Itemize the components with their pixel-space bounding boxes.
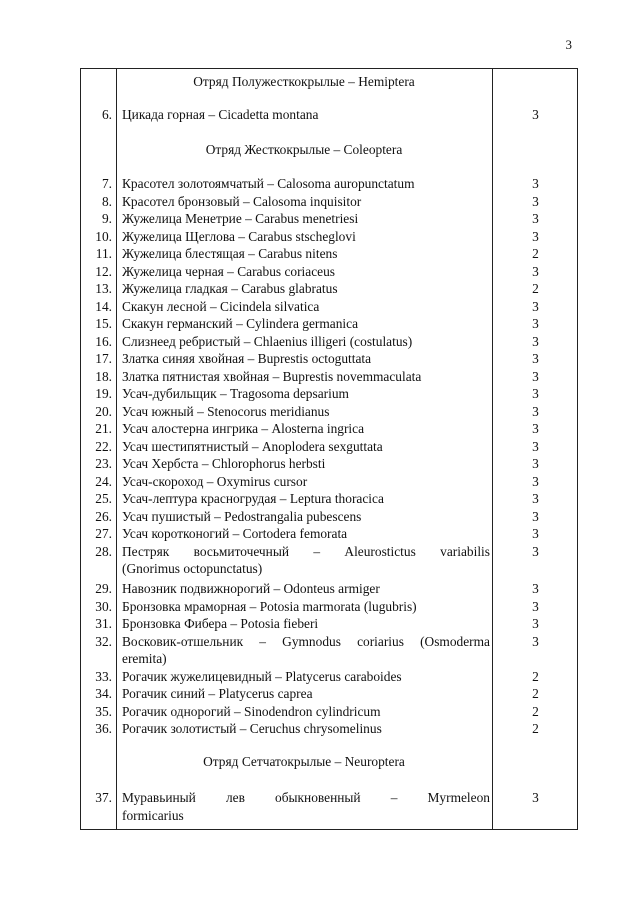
row-number: 21. (95, 421, 112, 436)
row-number: 8. (101, 193, 112, 209)
row-number: 17. (95, 351, 112, 366)
species-name: Усач коротконогий – Cortodera femorata (122, 526, 348, 541)
species-name: Восковик-отшельник – Gymnodus coriarius (Osmoderma (122, 633, 490, 649)
status-category: 3 (532, 316, 539, 331)
row-number: 37. (95, 790, 112, 805)
species-name: Усач-дубильщик – Tragosoma depsarium (122, 386, 349, 401)
status-category: 3 (532, 403, 539, 419)
row-number: 9. (101, 211, 112, 226)
status-category: 3 (532, 456, 539, 471)
species-name-continuation: (Gnorimus octopunctatus) (122, 561, 263, 576)
species-name: Пестряк восьмиточечный – Aleurostictus variabilis (122, 543, 490, 559)
row-number: 22. (95, 438, 112, 454)
row-number: 11. (95, 246, 112, 261)
row-number: 19. (95, 386, 112, 401)
status-category: 3 (532, 211, 539, 226)
species-name: Навозник подвижнорогий – Odonteus armiger (122, 581, 380, 596)
species-name-continuation: formicarius (122, 807, 184, 823)
species-name-continuation: eremita) (122, 651, 167, 666)
status-category: 3 (532, 581, 539, 596)
row-number: 24. (95, 473, 112, 489)
row-number: 27. (95, 526, 112, 541)
status-category: 3 (532, 193, 539, 209)
status-category: 3 (532, 508, 539, 524)
status-category: 3 (532, 473, 539, 489)
species-name: Усач Хербста – Chlorophorus herbsti (122, 456, 326, 471)
species-table (80, 68, 578, 830)
row-number: 16. (95, 333, 112, 349)
row-number: 35. (95, 703, 112, 719)
species-name: Усач алостерна ингрика – Alosterna ingrica (122, 421, 365, 436)
species-name: Усач южный – Stenocorus meridianus (122, 403, 330, 419)
status-category: 2 (532, 686, 539, 701)
row-number: 31. (95, 616, 112, 631)
row-number: 10. (95, 228, 112, 244)
species-name: Усач-скороход – Oxymirus cursor (122, 473, 308, 489)
status-category: 3 (532, 543, 539, 559)
species-name: Жужелица Щеглова – Carabus stscheglovi (122, 228, 356, 244)
row-number: 7. (101, 176, 112, 191)
species-name: Рогачик синий – Platycerus caprea (122, 686, 313, 701)
status-category: 3 (532, 438, 539, 454)
status-category: 3 (532, 491, 539, 506)
status-category: 3 (532, 333, 539, 349)
species-name: Бронзовка Фибера – Potosia fieberi (122, 616, 319, 631)
species-name: Рогачик золотистый – Ceruchus chrysomelinus (122, 721, 382, 736)
section-heading-hemiptera: Отряд Полужесткокрылые – Hemiptera (193, 74, 415, 89)
species-name: Скакун германский – Cylindera germanica (122, 316, 359, 331)
status-category: 2 (532, 281, 539, 296)
row-number: 20. (95, 403, 112, 419)
row-number: 32. (95, 633, 112, 649)
status-category: 3 (532, 790, 539, 805)
row-number: 29. (95, 581, 112, 596)
species-name: Рогачик жужелицевидный – Platycerus caraboides (122, 668, 402, 684)
row-number: 25. (95, 491, 112, 506)
species-name: Муравьиный лев обыкновенный – Myrmeleon (122, 790, 490, 805)
status-category: 3 (532, 368, 539, 384)
species-name: Златка пятнистая хвойная – Buprestis novemmaculata (122, 368, 422, 384)
row-number: 23. (95, 456, 112, 471)
species-name: Бронзовка мраморная – Potosia marmorata (lugubris) (122, 598, 417, 614)
page-number: 3 (565, 37, 572, 52)
row-number: 36. (95, 721, 112, 736)
status-category: 3 (532, 633, 539, 649)
species-name: Скакун лесной – Cicindela silvatica (122, 298, 320, 314)
status-category: 3 (532, 176, 539, 191)
species-name: Жужелица гладкая – Carabus glabratus (122, 281, 338, 296)
species-name: Рогачик однорогий – Sinodendron cylindricum (122, 703, 381, 719)
species-name: Жужелица черная – Carabus coriaceus (122, 263, 336, 279)
column-divider-number (116, 69, 117, 829)
status-category: 2 (532, 246, 539, 261)
row-number: 28. (95, 543, 112, 559)
species-name: Жужелица Менетрие – Carabus menetriesi (122, 211, 359, 226)
row-number: 12. (95, 263, 112, 279)
species-name: Красотел золотоямчатый – Calosoma auropunctatum (122, 176, 415, 191)
status-category: 3 (532, 351, 539, 366)
section-heading-coleoptera: Отряд Жесткокрылые – Coleoptera (205, 142, 403, 157)
status-category: 3 (532, 263, 539, 279)
status-category: 3 (532, 107, 539, 122)
status-category: 3 (532, 421, 539, 436)
species-name: Златка синяя хвойная – Buprestis octoguttata (122, 351, 372, 366)
status-category: 3 (532, 616, 539, 631)
species-name: Красотел бронзовый – Calosoma inquisitor (122, 193, 362, 209)
status-category: 3 (532, 298, 539, 314)
species-name: Слизнеед ребристый – Chlaenius illigeri (costulatus) (122, 333, 413, 349)
section-heading-neuroptera: Отряд Сетчатокрылые – Neuroptera (203, 754, 405, 769)
row-number: 6. (101, 107, 112, 122)
species-name: Усач шестипятнистый – Anoplodera sexguttata (122, 438, 383, 454)
row-number: 13. (95, 281, 112, 296)
row-number: 30. (95, 598, 112, 614)
status-category: 2 (532, 721, 539, 736)
row-number: 14. (95, 298, 112, 314)
row-number: 15. (95, 316, 112, 331)
row-number: 18. (95, 368, 112, 384)
status-category: 3 (532, 526, 539, 541)
row-number: 33. (95, 668, 112, 684)
status-category: 3 (532, 598, 539, 614)
species-name: Усач пушистый – Pedostrangalia pubescens (122, 508, 362, 524)
species-name: Жужелица блестящая – Carabus nitens (122, 246, 338, 261)
status-category: 3 (532, 228, 539, 244)
species-name: Усач-лептура красногрудая – Leptura thoracica (122, 491, 384, 506)
status-category: 2 (532, 703, 539, 719)
status-category: 3 (532, 386, 539, 401)
species-name: Цикада горная – Cicadetta montana (122, 107, 319, 122)
status-category: 2 (532, 668, 539, 684)
row-number: 34. (95, 686, 112, 701)
row-number: 26. (95, 508, 112, 524)
